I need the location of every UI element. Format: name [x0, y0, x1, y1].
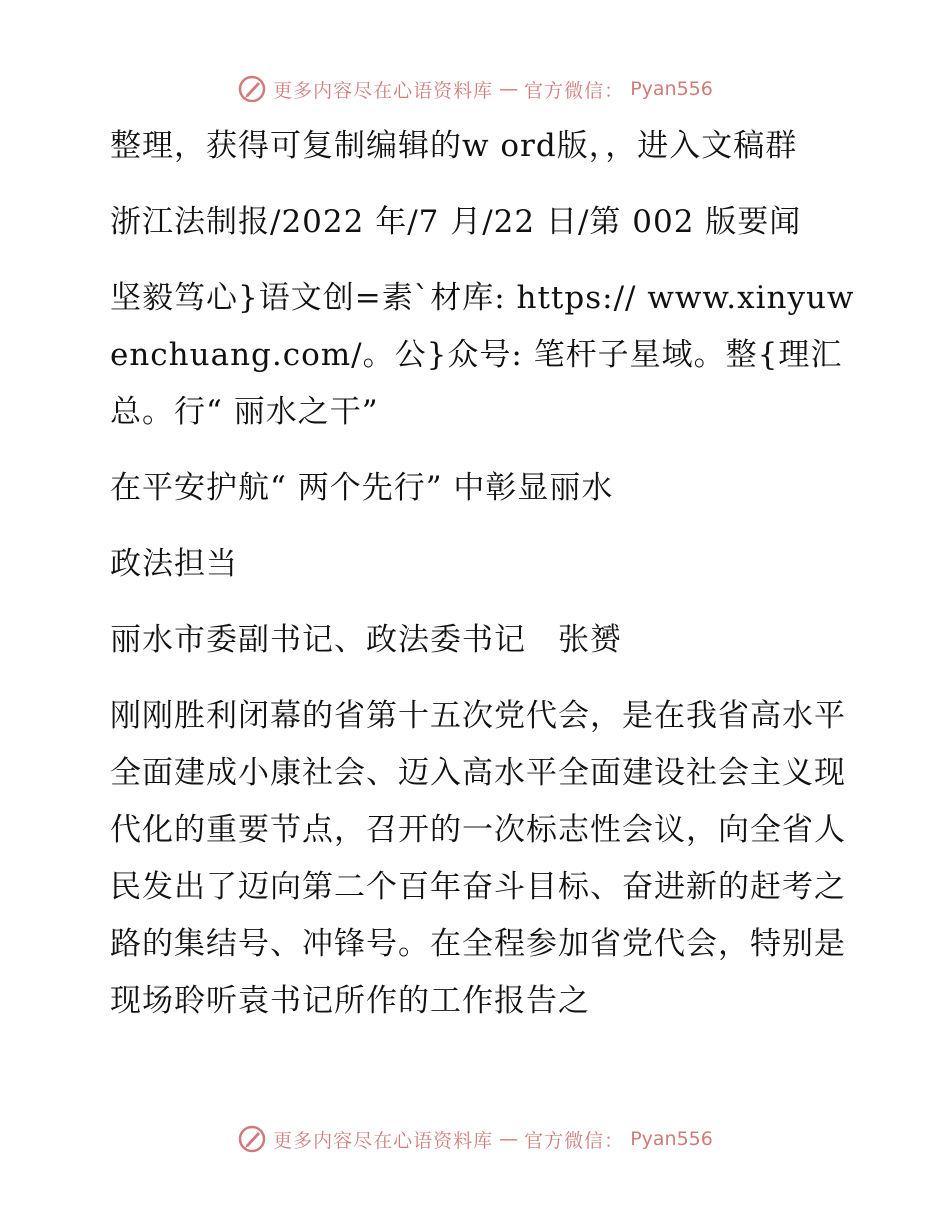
document-body [98, 118, 858, 1030]
paragraph-headline-continued: 政法担当 [110, 546, 238, 582]
watermark-separator: — [499, 1128, 519, 1150]
watermark-wechat-id: Pyan556 [630, 78, 713, 100]
paragraph-intro: 整理，获得可复制编辑的w ord版，，进入文稿群 [110, 128, 798, 164]
watermark-official: 官方微信： [524, 79, 625, 102]
watermark-wechat-id: Pyan556 [630, 1128, 713, 1150]
watermark-brand: 更多内容尽在心语资料库 [273, 79, 494, 102]
watermark-official: 官方微信： [524, 1129, 625, 1152]
watermark-footer [0, 1124, 950, 1154]
watermark-header [0, 74, 950, 104]
quill-logo-icon [237, 74, 267, 104]
paragraph-source: 浙江法制报/2022 年/7 月/22 日/第 002 版要闻 [110, 204, 802, 240]
paragraph-headline: 在平安护航“ 两个先行” 中彰显丽水 [110, 470, 614, 506]
quill-logo-icon [237, 1124, 267, 1154]
paragraph-body: 刚刚胜利闭幕的省第十五次党代会，是在我省高水平全面建成小康社会、迈入高水平全面建设社会主义现代化的重要节点，召开的一次标志性会议，向全省人民发出了迈向第二个百年奋斗目标、奋进新的赶考之路的集结号、冲锋号。在全程参加省党代会，特别是现场聆听袁书记所作的工作报告之 [110, 698, 846, 1019]
paragraph-notice: 坚毅笃心}语文创=素`材库: https:// www.xinyuwenchuang.com/。公}众号: 笔杆子星域。整{理汇总。行“ 丽水之干” [110, 280, 855, 430]
watermark-brand: 更多内容尽在心语资料库 [273, 1129, 494, 1152]
paragraph-author: 丽水市委副书记、政法委书记 张赟 [110, 622, 622, 658]
watermark-separator: — [499, 78, 519, 100]
